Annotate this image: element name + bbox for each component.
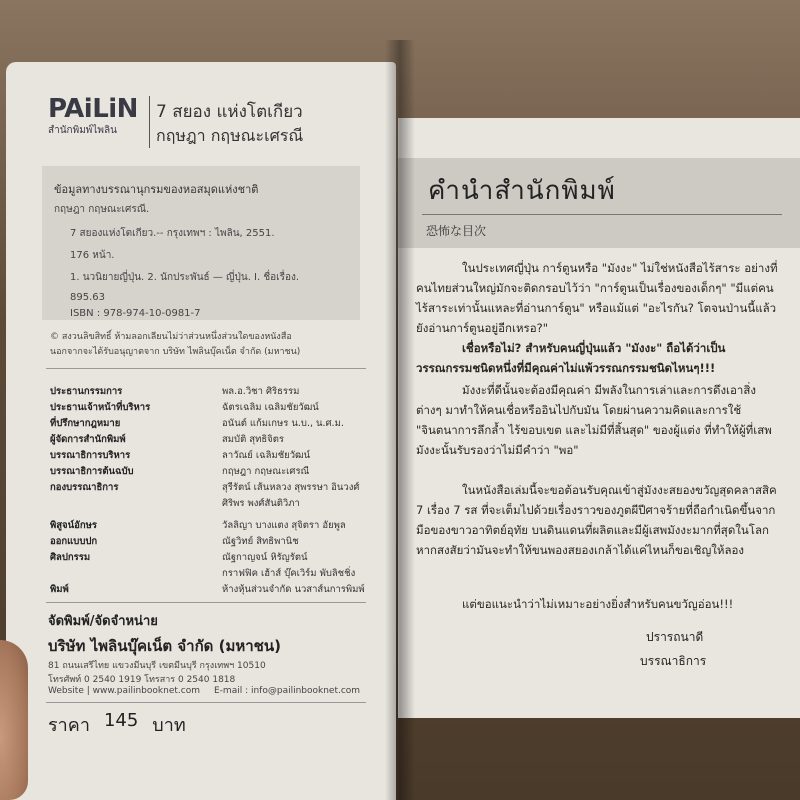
distribution-website: Website | www.pailinbooknet.com — [48, 686, 200, 696]
staff-name: วัลลิญา บางแตง สุจิตรา อัยพูล — [222, 520, 346, 531]
staff-name: อนันต์ แก้มเกษร น.บ., น.ศ.ม. — [222, 418, 344, 429]
divider — [46, 702, 366, 703]
divider — [46, 602, 366, 603]
publisher-logo — [48, 96, 148, 138]
distribution-label: จัดพิมพ์/จัดจำหน่าย — [48, 614, 158, 629]
distribution-email: E-mail : info@pailinbooknet.com — [214, 686, 361, 696]
price-row — [48, 710, 186, 739]
left-page — [6, 62, 396, 800]
cip-line: 1. นวนิยายญี่ปุ่น. 2. นักประพันธ์ — ญี่ปุ่น. I. ชื่อเรื่อง. — [70, 272, 300, 283]
foreword-paragraph: มังงะที่ดีนั้นจะต้องมีคุณค่า มีพลังในการเล่าและการดึงเอาสิ่งต่างๆ มาทำให้คนเชื่อหรืออินไปกับมัน โดยผ่านความคิดและการใช้ "จินตนาการลึกล้ำ ไร้ขอบเขต และไม่มีที่สิ้นสุด" ของผู้แต่ง ที่ทำให้ผู้ที่เสพมังงะนั้นรับรองว่าไม่มีคำว่า "พอ" — [416, 383, 772, 457]
staff-name: ฉัตรเฉลิม เฉลิมชัยวัฒน์ — [222, 402, 319, 413]
staff-role: พิมพ์ — [50, 584, 69, 595]
foreword-title: คำนำสำนักพิมพ์ — [428, 176, 616, 206]
distribution-company: บริษัท ไพลินบุ๊คเน็ต จำกัด (มหาชน) — [48, 637, 281, 655]
signoff-regards: ปรารถนาดี — [646, 630, 704, 644]
book-spine-shadow — [385, 40, 415, 800]
staff-name: สุรีรัตน์ เส้นหลวง สุพรรษา อินวงศ์ — [222, 482, 360, 493]
foreword-paragraph: แต่ขอแนะนำว่าไม่เหมาะอย่างยิ่งสำหรับคนขวัญอ่อน!!! — [462, 597, 734, 611]
staff-name: ณัฐวิทย์ สิทธิพานิช — [222, 536, 299, 547]
cip-isbn: ISBN : 978-974-10-0981-7 — [70, 308, 201, 319]
distribution-phone: โทรศัพท์ 0 2540 1919 โทรสาร 0 2540 1818 — [48, 675, 236, 685]
book-title: 7 สยอง แห่งโตเกียว — [156, 102, 303, 122]
price-currency: บาท — [152, 715, 186, 736]
staff-name: กราฟฟิค เฮ้าส์ บุ๊คเวิร์ม พับลิชชิ่ง — [222, 568, 356, 579]
foreword-subtitle: 恐怖な目次 — [426, 224, 487, 238]
staff-name: กฤษฎา กฤษณะเศรณี — [222, 466, 310, 477]
staff-name: ศิริพร พงศ์สันติวิภา — [222, 498, 300, 509]
staff-role: กองบรรณาธิการ — [50, 482, 119, 493]
thumb — [0, 640, 28, 800]
foreword-paragraph: ในประเทศญี่ปุ่น การ์ตูนหรือ "มังงะ" ไม่ใช่หนังสือไร้สาระ อย่างที่คนไทยส่วนใหญ่มักจะติดกรอบไว้ว่า "การ์ตูนเป็นเรื่องของเด็กๆ" "มีแต่คนไร้สาระเท่านั้นแหละที่อ่านการ์ตูน" หรือแม้แต่ "อะไรกัน? โตจนป่านนี้แล้วยังอ่านการ์ตูนอยู่อีกเหรอ?" — [416, 261, 778, 335]
price-label: ราคา — [48, 715, 90, 736]
staff-name: ณัฐกาญจน์ หิรัญรัตน์ — [222, 552, 308, 563]
foreword-paragraph: เชื่อหรือไม่? สำหรับคนญี่ปุ่นแล้ว "มังงะ" ถือได้ว่าเป็นวรรณกรรมชนิดหนึ่งที่มีคุณค่าไม่แพ้วรรณกรรมชนิดไหนๆ!!! — [416, 341, 726, 375]
copyright-line: นอกจากจะได้รับอนุญาตจาก บริษัท ไพลินบุ๊คเน็ต จำกัด (มหาชน) — [50, 347, 301, 357]
staff-role: ประธานกรรมการ — [50, 386, 123, 397]
copyright-notice — [50, 330, 350, 360]
right-page — [398, 118, 800, 718]
staff-name: ลาวัณย์ เฉลิมชัยวัฒน์ — [222, 450, 311, 461]
cip-line: 7 สยองแห่งโตเกียว.-- กรุงเทพฯ : ไพลิน, 2551. — [70, 228, 275, 239]
logo-divider — [149, 96, 150, 148]
staff-role: บรรณาธิการบริหาร — [50, 450, 131, 461]
staff-role: ออกแบบปก — [50, 536, 98, 547]
logo-subtitle: สำนักพิมพ์ไพลิน — [48, 125, 117, 136]
staff-role: ศิลปกรรม — [50, 552, 91, 563]
foreword-underline — [422, 214, 782, 215]
staff-role: บรรณาธิการต้นฉบับ — [50, 466, 134, 477]
distribution-address: 81 ถนนเสรีไทย แขวงมีนบุรี เขตมีนบุรี กรุงเทพฯ 10510 — [48, 661, 266, 671]
cip-line: 176 หน้า. — [70, 250, 115, 261]
copyright-line: © สงวนลิขสิทธิ์ ห้ามลอกเลียนไม่ว่าส่วนหนึ่งส่วนใดของหนังสือ — [50, 332, 292, 342]
book-author: กฤษฎา กฤษณะเศรณี — [156, 126, 304, 145]
staff-name: พล.อ.วิชา ศิริธรรม — [222, 386, 300, 397]
divider — [46, 368, 366, 369]
staff-role: ผู้จัดการสำนักพิมพ์ — [50, 434, 126, 445]
cip-line: กฤษฎา กฤษณะเศรณี. — [54, 204, 150, 215]
staff-role: พิสูจน์อักษร — [50, 520, 97, 531]
cip-line: 895.63 — [70, 292, 105, 303]
staff-name: ห้างหุ้นส่วนจำกัด นวสาส์นการพิมพ์ — [222, 584, 365, 595]
staff-name: สมบัติ สุทธิจิตร — [222, 434, 284, 445]
cip-heading: ข้อมูลทางบรรณานุกรมของหอสมุดแห่งชาติ — [54, 183, 259, 196]
foreword-paragraph: ในหนังสือเล่มนี้จะขอต้อนรับคุณเข้าสู่มังงะสยองขวัญสุดคลาสสิค 7 เรื่อง 7 รส ที่จะเต็มไปด้วยเรื่องราวของภูตผีปีศาจร้ายที่ถือกำเนิดขึ้นจากมือของขาวอาทิตย์อุทัย บนดินแดนที่ผลิตและมีผู้เสพมังงะมากที่สุดในโลก หากสงสัยว่ามันจะทำให้ขนพองสยองเกล้าได้แค่ไหนก็ขอเชิญให้ลอง — [416, 483, 777, 557]
staff-role: ที่ปรึกษากฎหมาย — [50, 418, 121, 429]
logo-brand: PAiLiN — [48, 94, 138, 124]
price-amount: 145 — [103, 710, 139, 731]
signoff-editor: บรรณาธิการ — [640, 654, 707, 668]
staff-role: ประธานเจ้าหน้าที่บริหาร — [50, 402, 151, 413]
